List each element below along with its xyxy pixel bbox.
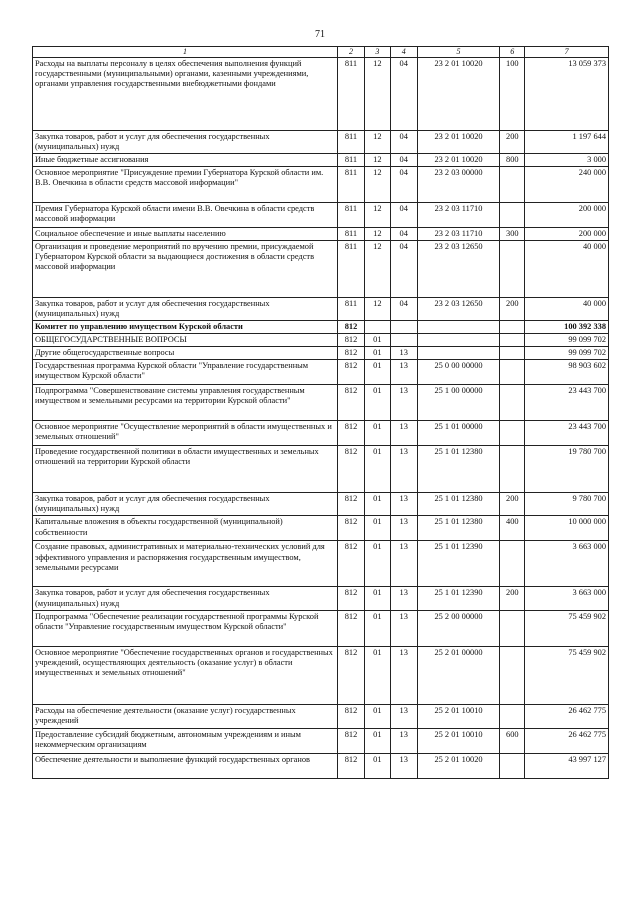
item-expense-type-code [500,321,525,334]
item-section-code: 12 [364,57,390,130]
item-name: Комитет по управлению имуществом Курской области [33,321,338,334]
table-row [33,360,609,385]
item-section-code: 01 [364,704,390,728]
item-target-code [417,347,500,360]
item-ministry-code: 811 [338,130,365,153]
item-ministry-code: 812 [338,610,365,646]
item-name: Организация и проведение мероприятий по вручению премии, присуждаемой Губернатором Курской области за выдающиеся достижения в области средств массовой информации [33,240,338,297]
table-row [33,704,609,728]
item-subsection-code: 04 [390,297,417,320]
item-target-code: 23 2 03 12650 [417,240,500,297]
item-section-code: 01 [364,334,390,347]
item-amount: 200 000 [525,227,609,240]
item-ministry-code: 811 [338,227,365,240]
item-name: Проведение государственной политики в области имущественных и земельных отношений на территории Курской области [33,446,338,493]
item-name: Основное мероприятие "Обеспечение государственных органов и государственных учреждений, осуществляющих деятельность (оказание услуг) в области имущественных и земельных отношений" [33,646,338,704]
item-subsection-code: 13 [390,753,417,778]
item-section-code: 01 [364,493,390,516]
item-subsection-code: 04 [390,153,417,166]
item-subsection-code: 13 [390,728,417,753]
item-name: Основное мероприятие "Осуществление мероприятий в области имущественных и земельных отношений" [33,421,338,446]
item-section-code: 12 [364,227,390,240]
item-subsection-code: 13 [390,360,417,385]
item-name: Закупка товаров, работ и услуг для обеспечения государственных (муниципальных) нужд [33,297,338,320]
item-section-code: 12 [364,240,390,297]
item-expense-type-code [500,334,525,347]
item-section-code: 12 [364,202,390,227]
item-subsection-code: 13 [390,646,417,704]
item-section-code: 01 [364,347,390,360]
item-amount: 3 000 [525,153,609,166]
item-target-code: 25 2 01 10020 [417,753,500,778]
item-ministry-code: 812 [338,753,365,778]
item-section-code: 01 [364,360,390,385]
item-section-code: 01 [364,446,390,493]
item-ministry-code: 812 [338,587,365,610]
item-ministry-code: 812 [338,646,365,704]
item-expense-type-code [500,753,525,778]
item-name: ОБЩЕГОСУДАРСТВЕННЫЕ ВОПРОСЫ [33,334,338,347]
item-section-code: 01 [364,753,390,778]
item-subsection-code: 13 [390,385,417,421]
item-target-code: 25 1 01 12380 [417,446,500,493]
item-name: Основное мероприятие "Присуждение премии Губернатора Курской области им. В.В. Овечкина в области средств массовой информации" [33,166,338,202]
item-target-code: 25 1 01 12380 [417,493,500,516]
item-subsection-code: 13 [390,516,417,541]
table-row [33,153,609,166]
item-expense-type-code [500,541,525,587]
item-section-code: 01 [364,646,390,704]
item-subsection-code: 04 [390,130,417,153]
item-target-code: 25 1 01 12390 [417,587,500,610]
item-name: Социальное обеспечение и иные выплаты населению [33,227,338,240]
item-expense-type-code: 200 [500,587,525,610]
header-col-6: 6 [500,47,525,58]
item-expense-type-code: 400 [500,516,525,541]
table-row [33,227,609,240]
table-row [33,541,609,587]
item-subsection-code: 13 [390,493,417,516]
item-section-code: 12 [364,166,390,202]
item-expense-type-code [500,704,525,728]
item-subsection-code: 04 [390,202,417,227]
item-name: Другие общегосударственные вопросы [33,347,338,360]
table-row [33,202,609,227]
item-expense-type-code [500,347,525,360]
item-target-code: 23 2 01 10020 [417,130,500,153]
item-target-code: 25 2 01 10010 [417,704,500,728]
item-name: Подпрограмма "Обеспечение реализации государственной программы Курской области "Управление государственным имуществом Курской области" [33,610,338,646]
table-row [33,385,609,421]
item-expense-type-code [500,421,525,446]
item-subsection-code: 13 [390,587,417,610]
item-amount: 98 903 602 [525,360,609,385]
item-target-code [417,334,500,347]
item-expense-type-code [500,385,525,421]
item-target-code: 23 2 01 10020 [417,153,500,166]
item-ministry-code: 811 [338,57,365,130]
item-section-code: 01 [364,541,390,587]
item-ministry-code: 811 [338,166,365,202]
item-subsection-code: 13 [390,421,417,446]
table-row [33,334,609,347]
item-name: Капитальные вложения в объекты государственной (муниципальной) собственности [33,516,338,541]
item-target-code: 25 2 01 00000 [417,646,500,704]
item-name: Премия Губернатора Курской области имени В.В. Овечкина в области средств массовой информации [33,202,338,227]
item-subsection-code: 04 [390,57,417,130]
table-row [33,446,609,493]
item-ministry-code: 811 [338,202,365,227]
item-subsection-code [390,321,417,334]
table-row [33,493,609,516]
item-expense-type-code: 200 [500,297,525,320]
item-subsection-code: 13 [390,704,417,728]
item-amount: 10 000 000 [525,516,609,541]
item-amount: 9 780 700 [525,493,609,516]
item-expense-type-code [500,446,525,493]
table-row [33,610,609,646]
header-col-5: 5 [417,47,500,58]
table-row [33,753,609,778]
item-expense-type-code: 100 [500,57,525,130]
item-subsection-code [390,334,417,347]
item-ministry-code: 811 [338,297,365,320]
table-row [33,321,609,334]
item-ministry-code: 812 [338,334,365,347]
item-amount: 99 099 702 [525,334,609,347]
item-name: Иные бюджетные ассигнования [33,153,338,166]
item-expense-type-code: 200 [500,493,525,516]
item-section-code: 01 [364,610,390,646]
item-ministry-code: 812 [338,385,365,421]
item-subsection-code: 13 [390,541,417,587]
header-col-1: 1 [33,47,338,58]
item-section-code: 01 [364,516,390,541]
item-target-code [417,321,500,334]
item-expense-type-code [500,610,525,646]
item-target-code: 25 0 00 00000 [417,360,500,385]
table-row [33,166,609,202]
item-name: Расходы на обеспечение деятельности (оказание услуг) государственных учреждений [33,704,338,728]
item-amount: 75 459 902 [525,610,609,646]
item-subsection-code: 13 [390,347,417,360]
item-expense-type-code: 800 [500,153,525,166]
item-section-code: 12 [364,130,390,153]
item-ministry-code: 812 [338,321,365,334]
item-ministry-code: 812 [338,541,365,587]
item-amount: 99 099 702 [525,347,609,360]
item-ministry-code: 812 [338,347,365,360]
item-name: Расходы на выплаты персоналу в целях обеспечения выполнения функций государственными (муниципальными) органами, казенными учреждениями, органами управления государственными внебюджетными фондами [33,57,338,130]
item-target-code: 25 1 01 12380 [417,516,500,541]
item-ministry-code: 812 [338,446,365,493]
item-expense-type-code [500,240,525,297]
item-amount: 3 663 000 [525,541,609,587]
item-ministry-code: 811 [338,153,365,166]
item-target-code: 23 2 01 10020 [417,57,500,130]
item-amount: 240 000 [525,166,609,202]
item-amount: 100 392 338 [525,321,609,334]
table-row [33,57,609,130]
item-expense-type-code [500,646,525,704]
table-row [33,297,609,320]
item-target-code: 25 1 01 12390 [417,541,500,587]
item-subsection-code: 04 [390,227,417,240]
item-target-code: 23 2 03 00000 [417,166,500,202]
item-amount: 75 459 902 [525,646,609,704]
item-expense-type-code: 300 [500,227,525,240]
item-expense-type-code [500,166,525,202]
header-row [33,47,609,58]
table-row [33,347,609,360]
page-number: 71 [315,29,325,40]
item-name: Закупка товаров, работ и услуг для обеспечения государственных (муниципальных) нужд [33,493,338,516]
item-name: Предоставление субсидий бюджетным, автономным учреждениям и иным некоммерческим организациям [33,728,338,753]
item-amount: 40 000 [525,240,609,297]
table-row [33,646,609,704]
item-amount: 200 000 [525,202,609,227]
table-row [33,728,609,753]
item-amount: 23 443 700 [525,385,609,421]
item-ministry-code: 812 [338,704,365,728]
item-subsection-code: 04 [390,240,417,297]
table-row [33,240,609,297]
table-row [33,421,609,446]
item-target-code: 23 2 03 11710 [417,202,500,227]
item-name: Обеспечение деятельности и выполнение функций государственных органов [33,753,338,778]
item-amount: 26 462 775 [525,728,609,753]
item-ministry-code: 811 [338,240,365,297]
item-name: Государственная программа Курской области "Управление государственным имуществом Курской области" [33,360,338,385]
item-target-code: 23 2 03 11710 [417,227,500,240]
item-ministry-code: 812 [338,493,365,516]
item-ministry-code: 812 [338,421,365,446]
item-amount: 3 663 000 [525,587,609,610]
item-section-code: 01 [364,385,390,421]
table-row [33,130,609,153]
item-amount: 43 997 127 [525,753,609,778]
item-expense-type-code: 200 [500,130,525,153]
header-col-7: 7 [525,47,609,58]
item-amount: 40 000 [525,297,609,320]
item-name: Создание правовых, административных и материально-технических условий для эффективного управления и распоряжения государственным имуществом, земельными ресурсами [33,541,338,587]
item-name: Подпрограмма "Совершенствование системы управления государственным имуществом и земельными ресурсами на территории Курской области" [33,385,338,421]
item-subsection-code: 13 [390,446,417,493]
item-name: Закупка товаров, работ и услуг для обеспечения государственных (муниципальных) нужд [33,130,338,153]
item-section-code: 01 [364,728,390,753]
item-subsection-code: 04 [390,166,417,202]
table-row [33,516,609,541]
item-amount: 23 443 700 [525,421,609,446]
item-name: Закупка товаров, работ и услуг для обеспечения государственных (муниципальных) нужд [33,587,338,610]
item-ministry-code: 812 [338,728,365,753]
item-expense-type-code: 600 [500,728,525,753]
item-target-code: 25 1 00 00000 [417,385,500,421]
item-target-code: 25 2 01 10010 [417,728,500,753]
table-row [33,587,609,610]
item-target-code: 25 2 00 00000 [417,610,500,646]
item-section-code: 12 [364,153,390,166]
item-section-code [364,321,390,334]
item-section-code: 12 [364,297,390,320]
item-ministry-code: 812 [338,516,365,541]
item-section-code: 01 [364,421,390,446]
item-amount: 26 462 775 [525,704,609,728]
header-col-3: 3 [364,47,390,58]
item-amount: 1 197 644 [525,130,609,153]
budget-table [32,46,609,779]
item-ministry-code: 812 [338,360,365,385]
item-target-code: 25 1 01 00000 [417,421,500,446]
item-amount: 19 780 700 [525,446,609,493]
item-target-code: 23 2 03 12650 [417,297,500,320]
header-col-2: 2 [338,47,365,58]
item-section-code: 01 [364,587,390,610]
item-subsection-code: 13 [390,610,417,646]
header-col-4: 4 [390,47,417,58]
item-expense-type-code [500,202,525,227]
item-amount: 13 059 373 [525,57,609,130]
item-expense-type-code [500,360,525,385]
